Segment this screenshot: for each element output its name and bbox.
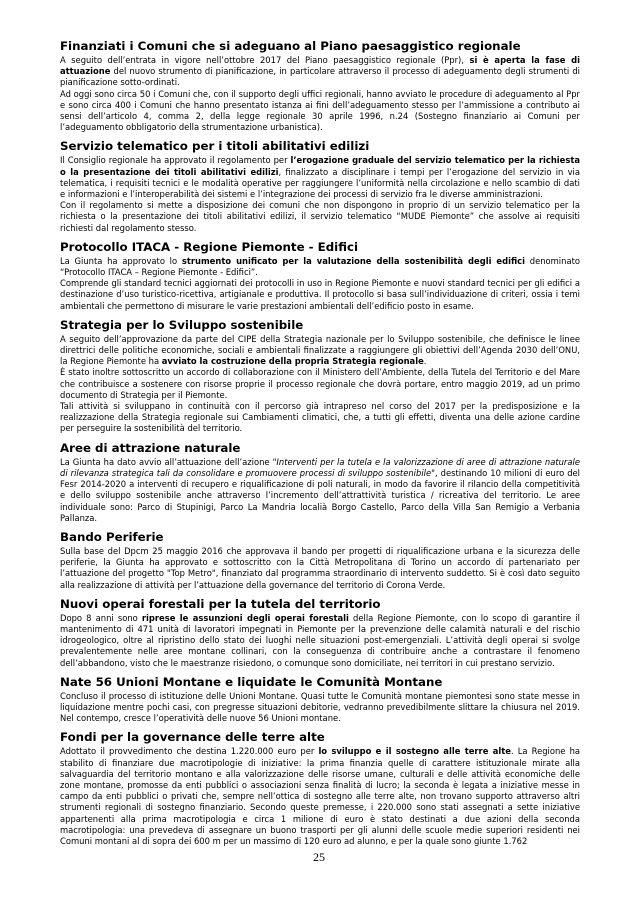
section bbox=[60, 676, 580, 725]
text-run: , destinando 10 milioni di euro del Fesr 2014-2020 a interventi di recupero e riqualificazione di poli naturali, in modo da favorire il rilancio della competitività e dello sviluppo sostenibile anche attraverso l’incremento dell’attrattività turistica / ricreativa del territorio. Le aree individuale sono: Parco di Stupinigi, Parco La Mandria localià Borgo Castello, Parco della Villa San Remigio a Verbania Pallanza. bbox=[60, 467, 580, 523]
text-run: . La Regione ha stabilito di finanziare due macrotipologie di iniziative: la prima finanzia quelle di carattere istituzionale mirate alla salvaguardia del territorio montano e alla valorizzazione delle risorse umane, culturali e delle attività economiche delle zone montane, promosse da enti pubblici o associazioni senza finalità di lucro; la seconda è legata a iniziative messe in campo da enti pubblici o privati che, sempre nell’ottica di sostegno alle terre alte, non trovano supporto attraverso altri strumenti regionali di sostegno finanziario. Secondo queste premesse, i 220.000 sono stati assegnati a sette iniziative appartenenti alla prima macrotipologia e circa 1 milione di euro è stato destinati a due azioni della seconda macrotipologia: una prevedeva di assegnare un buono trasporti per gli alunni delle scuole medie superiori residenti nei Comuni montani al di sopra dei 600 m per un massimo di 120 euro ad alunno, e per la quale sono giunte 1.762 bbox=[60, 746, 581, 846]
section-title: Servizio telematico per i titoli abilitativi edilizi bbox=[60, 139, 370, 154]
page-number: 25 bbox=[313, 850, 325, 864]
text-run: A seguito dell’entrata in vigore nell’ottobre 2017 del Piano paesaggistico regionale (Ppr), bbox=[60, 55, 470, 65]
section bbox=[60, 442, 580, 524]
text-run: Dopo 8 anni sono bbox=[60, 612, 142, 623]
bold-text: l’erogazione graduale del servizio telematico per la richiesta o la presentazione dei titoli abilitativi edilizi bbox=[60, 155, 580, 177]
paragraph bbox=[60, 278, 580, 312]
section bbox=[60, 40, 580, 133]
bold-text: si è aperta la fase di attuazione bbox=[60, 55, 581, 77]
text-run: Concluso il processo di istituzione delle Unioni Montane. Quasi tutte le Comunità montane piemontesi sono state messe in liquidazione mentre pochi casi, con pregresse situazioni debitorie, vedranno prevedibilmente slittare la chiusura nel 2019. Nel contempo, cresce l’operatività delle nuove 56 Unioni montane. bbox=[60, 690, 580, 724]
paragraph bbox=[60, 155, 580, 200]
text-run: Sulla base del Dpcm 25 maggio 2016 che approvava il bando per progetti di riqualificazione urbana e la sicurezza delle periferie, la Giunta ha approvato e sottoscritto con la Città Metropolitana di Torino un accordo di partenariato per l’attuazione del progetto "Top Metro", finanziato dal programma straordinario di intervento suddetto. Si è così dato seguito alla realizzazione di attività per l’attuazione della governance del territorio di Corona Verde. bbox=[60, 545, 580, 590]
section bbox=[60, 319, 580, 435]
text-run: La Giunta ha approvato lo bbox=[60, 255, 182, 266]
paragraph bbox=[60, 334, 580, 368]
section-title: Protocollo ITACA - Regione Piemonte - Edifici bbox=[60, 239, 359, 254]
text-run: È stato inoltre sottoscritto un accordo di collaborazione con il Ministero dell’Ambiente, della Tutela del Territorio e del Mare che contribuisce a sostenere con risorse proprie il processo regionale che dovrà portare, entro maggio 2019, ad un primo documento di Strategia per il Piemonte. bbox=[60, 367, 580, 400]
paragraph bbox=[60, 89, 580, 134]
section-title: Fondi per la governance delle terre alte bbox=[60, 730, 325, 745]
paragraph bbox=[60, 55, 580, 89]
section-title: Nate 56 Unioni Montane e liquidate le Comunità Montane bbox=[60, 674, 443, 689]
paragraph bbox=[60, 691, 580, 725]
paragraph bbox=[60, 200, 580, 234]
text-run: Comprende gli standard tecnici aggiornati dei protocolli in uso in Regione Piemonte e nuovi standard tecnici per gli edifici a destinazione d’uso turistico-ricettiva, artigianale e produttiva. Il protocollo si basa sull’individuazione di criteri, ossia i temi ambientali che permettono di misurare le varie prestazioni ambientali dell’edificio posto in esame. bbox=[60, 278, 580, 311]
text-run: Adottato il provvedimento che destina 1.220.000 euro per bbox=[60, 746, 319, 757]
text-run: . bbox=[423, 356, 427, 367]
text-run: della Regione Piemonte, con lo scopo di garantire il mantenimento di 471 unità di lavoratori impegnati in Piemonte per la prevenzione delle calamità naturali e del rischio idrogeologico, oltre al ripristino dello stato dei luoghi nelle situazioni post-emergenziali. L’attività degli operai si svolge prevalentemente nelle aree montane collinari, con la conseguenza di contribuire anche a contrastare il fenomeno dell’abbandono, visto che le maestranze risiedono, o comunque sono domiciliate, nei territori in cui prestano servizio. bbox=[60, 612, 580, 668]
paragraph bbox=[60, 746, 580, 847]
section bbox=[60, 531, 580, 591]
section-title: Strategia per lo Sviluppo sostenibile bbox=[60, 317, 304, 332]
text-run: Ad oggi sono circa 50 i Comuni che, con il supporto degli uffici regionali, hanno avviato le procedure di adeguamento al Ppr e sono circa 400 i Comuni che hanno presentato istanza ai fini dell’adeguamento stesso per l’ammissione a contributo ai sensi dell’articolo 4, comma 2, della legge regionale 30 aprile 1996, n.24 (Sostegno finanziario ai Comuni per l’adeguamento obbligatorio della strumentazione urbanistica). bbox=[60, 88, 580, 133]
text-run: Il Consiglio regionale ha approvato il regolamento per bbox=[60, 155, 291, 166]
section bbox=[60, 598, 580, 669]
paragraph bbox=[60, 367, 580, 401]
paragraph bbox=[60, 401, 580, 435]
text-run: del nuovo strumento di pianificazione, in particolare attraverso il processo di adeguamento degli strumenti di pianificazione sotto-ordinati. bbox=[60, 66, 580, 88]
text-run: Tali attività si sviluppano in continuità con il percorso già intrapreso nel corso del 2017 per la predisposizione e la realizzazione della Strategia regionale sui Cambiamenti climatici, che, a tutti gli effetti, diventa una delle azione cardine per perseguire la sostenibilità del territorio. bbox=[60, 401, 580, 434]
document-body bbox=[60, 40, 580, 854]
paragraph bbox=[60, 256, 580, 278]
section-title: Aree di attrazione naturale bbox=[60, 440, 241, 455]
text-run: , finalizzato a disciplinare i tempi per l’erogazione del servizio in via telematica, i requisiti tecnici e le modalità operative per raggiungere l’uniformità nella circolazione e nello scambio di dati e informazioni e l’interoperabilità dei sistemi e l’integrazione dei processi di servizio fra le diverse amministrazioni. bbox=[60, 166, 580, 200]
text-run: La Giunta ha dato avvio all’attuazione dell’azione bbox=[60, 456, 273, 467]
paragraph bbox=[60, 613, 580, 669]
bold-text: strumento unificato per la valutazione della sostenibilità degli edifici bbox=[181, 255, 526, 266]
bold-text: riprese le assunzioni degli operai forestali bbox=[141, 612, 349, 623]
paragraph bbox=[60, 457, 580, 524]
italic-text: "Interventi per la tutela e la valorizzazione di aree di attrazione naturale di rilevanza strategica tali da consolidare e promuovere processi di sviluppo sostenibile" bbox=[60, 456, 580, 478]
paragraph bbox=[60, 546, 580, 591]
section-title: Nuovi operai forestali per la tutela del territorio bbox=[60, 596, 381, 611]
section bbox=[60, 241, 580, 312]
text-run: Con il regolamento si mette a disposizione dei comuni che non dispongono in proprio di un servizio telematico per la richiesta o la presentazione dei titoli abilitativi edilizi, il servizio telematico “MUDE Piemonte” che assolve ai requisiti richiesti dal regolamento stesso. bbox=[60, 200, 580, 233]
section-title: Bando Periferie bbox=[60, 529, 164, 544]
text-run: denominato “Protocollo ITACA – Regione Piemonte - Edifici”. bbox=[60, 255, 580, 278]
bold-text: lo sviluppo e il sostegno alle terre alte bbox=[318, 746, 511, 757]
section bbox=[60, 731, 580, 847]
bold-text: avviato la costruzione della propria Strategia regionale bbox=[161, 356, 424, 367]
section bbox=[60, 140, 580, 233]
section-title: Finanziati i Comuni che si adeguano al Piano paesaggistico regionale bbox=[60, 39, 521, 53]
text-run: A seguito dell’approvazione da parte del CIPE della Strategia nazionale per lo Sviluppo sostenibile, che definisce le linee direttrici delle politiche economiche, sociali e ambientali finalizzate a raggiungere gli obiettivi dell’Agenda 2030 dell’ONU, la Regione Piemonte ha bbox=[60, 333, 580, 367]
